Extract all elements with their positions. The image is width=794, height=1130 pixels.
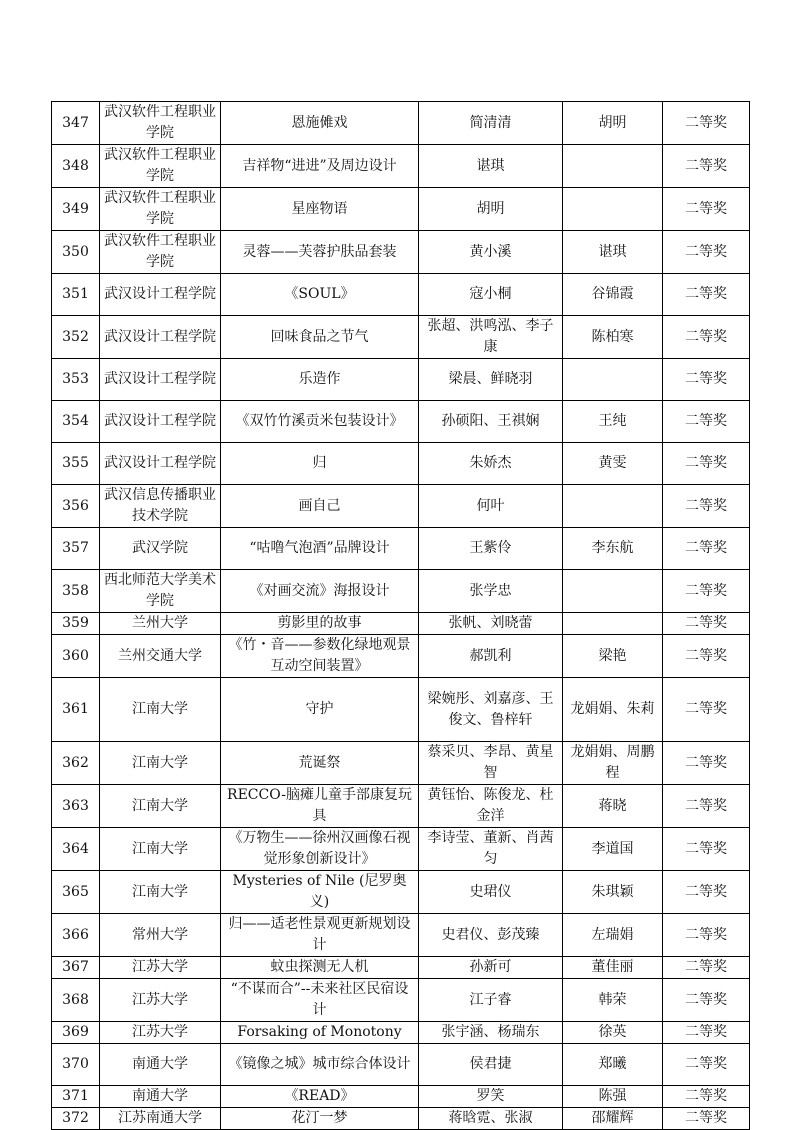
award-level: 二等奖: [663, 742, 750, 785]
work-title: 乐造作: [221, 359, 419, 401]
author-names: 张学忠: [419, 570, 563, 613]
school-name: 武汉设计工程学院: [100, 316, 221, 359]
advisor-name: 陈强: [563, 1086, 663, 1108]
advisor-name: 朱琪颖: [563, 871, 663, 914]
advisor-name: 左瑞娟: [563, 914, 663, 957]
advisor-name: 李东航: [563, 528, 663, 570]
work-title: 花汀一梦: [221, 1108, 419, 1130]
school-name: 武汉软件工程职业学院: [100, 145, 221, 188]
table-row: [52, 188, 750, 231]
work-title: 剪影里的故事: [221, 613, 419, 635]
advisor-name: 徐英: [563, 1022, 663, 1044]
table-row: [52, 828, 750, 871]
table-row: [52, 443, 750, 485]
row-number: 362: [52, 742, 100, 785]
school-name: 武汉设计工程学院: [100, 401, 221, 443]
row-number: 353: [52, 359, 100, 401]
row-number: 367: [52, 957, 100, 979]
author-names: 孙硕阳、王祺娴: [419, 401, 563, 443]
table-row: [52, 570, 750, 613]
school-name: 江苏大学: [100, 957, 221, 979]
award-level: 二等奖: [663, 528, 750, 570]
award-level: 二等奖: [663, 678, 750, 742]
work-title: 恩施傩戏: [221, 102, 419, 145]
school-name: 武汉软件工程职业学院: [100, 188, 221, 231]
advisor-name: 黄雯: [563, 443, 663, 485]
row-number: 355: [52, 443, 100, 485]
award-level: 二等奖: [663, 274, 750, 316]
author-names: 史珺仪: [419, 871, 563, 914]
award-level: 二等奖: [663, 979, 750, 1022]
table-row: [52, 871, 750, 914]
author-names: 王紫伶: [419, 528, 563, 570]
author-names: 寇小桐: [419, 274, 563, 316]
author-names: 梁晨、鲜晓羽: [419, 359, 563, 401]
work-title: RECCO-脑瘫儿童手部康复玩具: [221, 785, 419, 828]
row-number: 370: [52, 1044, 100, 1086]
award-level: 二等奖: [663, 570, 750, 613]
advisor-name: [563, 570, 663, 613]
row-number: 352: [52, 316, 100, 359]
table-row: [52, 401, 750, 443]
author-names: 孙新可: [419, 957, 563, 979]
work-title: 《竹・音——参数化绿地观景互动空间装置》: [221, 635, 419, 678]
table-row: [52, 1022, 750, 1044]
advisor-name: [563, 145, 663, 188]
school-name: 西北师范大学美术学院: [100, 570, 221, 613]
school-name: 南通大学: [100, 1086, 221, 1108]
school-name: 江南大学: [100, 742, 221, 785]
award-level: 二等奖: [663, 914, 750, 957]
work-title: Forsaking of Monotony: [221, 1022, 419, 1044]
school-name: 武汉软件工程职业学院: [100, 231, 221, 274]
work-title: 星座物语: [221, 188, 419, 231]
advisor-name: 谷锦霞: [563, 274, 663, 316]
row-number: 363: [52, 785, 100, 828]
advisor-name: 梁艳: [563, 635, 663, 678]
advisor-name: 龙娟娟、朱莉: [563, 678, 663, 742]
advisor-name: [563, 359, 663, 401]
author-names: 谌琪: [419, 145, 563, 188]
advisor-name: 谌琪: [563, 231, 663, 274]
award-level: 二等奖: [663, 1086, 750, 1108]
award-list-table: [51, 101, 750, 1130]
award-level: 二等奖: [663, 443, 750, 485]
row-number: 361: [52, 678, 100, 742]
school-name: 江苏大学: [100, 1022, 221, 1044]
table-row: [52, 979, 750, 1022]
advisor-name: 王纯: [563, 401, 663, 443]
award-level: 二等奖: [663, 1108, 750, 1130]
row-number: 354: [52, 401, 100, 443]
author-names: 何叶: [419, 485, 563, 528]
advisor-name: 龙娟娟、周鹏程: [563, 742, 663, 785]
row-number: 371: [52, 1086, 100, 1108]
work-title: 画自己: [221, 485, 419, 528]
award-level: 二等奖: [663, 1022, 750, 1044]
advisor-name: 陈柏寒: [563, 316, 663, 359]
award-level: 二等奖: [663, 613, 750, 635]
school-name: 武汉学院: [100, 528, 221, 570]
author-names: 江子睿: [419, 979, 563, 1022]
award-level: 二等奖: [663, 957, 750, 979]
work-title: 《SOUL》: [221, 274, 419, 316]
advisor-name: 蒋晓: [563, 785, 663, 828]
table-row: [52, 528, 750, 570]
table-row: [52, 914, 750, 957]
author-names: 张宇涵、杨瑞东: [419, 1022, 563, 1044]
author-names: 郝凯利: [419, 635, 563, 678]
author-names: 梁婉彤、刘嘉彦、王俊文、鲁梓轩: [419, 678, 563, 742]
award-level: 二等奖: [663, 359, 750, 401]
school-name: 江南大学: [100, 828, 221, 871]
table-row: [52, 613, 750, 635]
work-title: “不谋而合”--未来社区民宿设计: [221, 979, 419, 1022]
table-row: [52, 102, 750, 145]
school-name: 江苏南通大学: [100, 1108, 221, 1130]
author-names: 简清清: [419, 102, 563, 145]
table-row: [52, 359, 750, 401]
award-level: 二等奖: [663, 188, 750, 231]
author-names: 张帆、刘晓蕾: [419, 613, 563, 635]
award-level: 二等奖: [663, 1044, 750, 1086]
work-title: 《对画交流》海报设计: [221, 570, 419, 613]
work-title: 回味食品之节气: [221, 316, 419, 359]
award-level: 二等奖: [663, 828, 750, 871]
work-title: 《镜像之城》城市综合体设计: [221, 1044, 419, 1086]
advisor-name: 董佳丽: [563, 957, 663, 979]
table-row: [52, 635, 750, 678]
school-name: 武汉设计工程学院: [100, 443, 221, 485]
row-number: 348: [52, 145, 100, 188]
award-level: 二等奖: [663, 316, 750, 359]
advisor-name: 李道国: [563, 828, 663, 871]
work-title: 守护: [221, 678, 419, 742]
row-number: 368: [52, 979, 100, 1022]
school-name: 武汉设计工程学院: [100, 274, 221, 316]
school-name: 兰州大学: [100, 613, 221, 635]
row-number: 358: [52, 570, 100, 613]
author-names: 史君仪、彭茂臻: [419, 914, 563, 957]
author-names: 蔡采贝、李昂、黄星智: [419, 742, 563, 785]
table-row: [52, 678, 750, 742]
author-names: 张超、洪鸣泓、李子康: [419, 316, 563, 359]
author-names: 罗笑: [419, 1086, 563, 1108]
school-name: 常州大学: [100, 914, 221, 957]
award-level: 二等奖: [663, 871, 750, 914]
work-title: “咕噜气泡酒”品牌设计: [221, 528, 419, 570]
award-level: 二等奖: [663, 635, 750, 678]
work-title: 《万物生——徐州汉画像石视觉形象创新设计》: [221, 828, 419, 871]
table-row: [52, 785, 750, 828]
row-number: 350: [52, 231, 100, 274]
table-row: [52, 231, 750, 274]
school-name: 武汉设计工程学院: [100, 359, 221, 401]
work-title: 《READ》: [221, 1086, 419, 1108]
row-number: 356: [52, 485, 100, 528]
school-name: 兰州交通大学: [100, 635, 221, 678]
table-row: [52, 145, 750, 188]
work-title: 吉祥物“进进”及周边设计: [221, 145, 419, 188]
school-name: 武汉软件工程职业学院: [100, 102, 221, 145]
work-title: 灵蓉——芙蓉护肤品套装: [221, 231, 419, 274]
award-list-body: [52, 102, 750, 1130]
award-level: 二等奖: [663, 102, 750, 145]
table-row: [52, 957, 750, 979]
school-name: 江南大学: [100, 871, 221, 914]
school-name: 江南大学: [100, 785, 221, 828]
author-names: 胡明: [419, 188, 563, 231]
award-level: 二等奖: [663, 485, 750, 528]
author-names: 李诗莹、董新、肖茜匀: [419, 828, 563, 871]
row-number: 369: [52, 1022, 100, 1044]
author-names: 黄小溪: [419, 231, 563, 274]
table-row: [52, 274, 750, 316]
row-number: 351: [52, 274, 100, 316]
row-number: 360: [52, 635, 100, 678]
school-name: 武汉信息传播职业技术学院: [100, 485, 221, 528]
author-names: 蒋晗霓、张淑: [419, 1108, 563, 1130]
advisor-name: [563, 485, 663, 528]
row-number: 366: [52, 914, 100, 957]
author-names: 朱娇杰: [419, 443, 563, 485]
row-number: 347: [52, 102, 100, 145]
table-row: [52, 742, 750, 785]
row-number: 365: [52, 871, 100, 914]
table-row: [52, 485, 750, 528]
row-number: 357: [52, 528, 100, 570]
table-row: [52, 1108, 750, 1130]
row-number: 364: [52, 828, 100, 871]
work-title: 蚊虫探测无人机: [221, 957, 419, 979]
work-title: 《双竹竹溪贡米包装设计》: [221, 401, 419, 443]
author-names: 黄钰怡、陈俊龙、杜金洋: [419, 785, 563, 828]
advisor-name: [563, 613, 663, 635]
advisor-name: [563, 188, 663, 231]
row-number: 359: [52, 613, 100, 635]
work-title: Mysteries of Nile (尼罗奥义): [221, 871, 419, 914]
table-row: [52, 316, 750, 359]
work-title: 荒诞祭: [221, 742, 419, 785]
school-name: 南通大学: [100, 1044, 221, 1086]
author-names: 侯君捷: [419, 1044, 563, 1086]
row-number: 372: [52, 1108, 100, 1130]
advisor-name: 胡明: [563, 102, 663, 145]
table-row: [52, 1086, 750, 1108]
advisor-name: 韩荣: [563, 979, 663, 1022]
advisor-name: 郑曦: [563, 1044, 663, 1086]
award-level: 二等奖: [663, 401, 750, 443]
row-number: 349: [52, 188, 100, 231]
award-level: 二等奖: [663, 145, 750, 188]
school-name: 江苏大学: [100, 979, 221, 1022]
school-name: 江南大学: [100, 678, 221, 742]
work-title: 归: [221, 443, 419, 485]
work-title: 归——适老性景观更新规划设计: [221, 914, 419, 957]
advisor-name: 邵耀辉: [563, 1108, 663, 1130]
award-level: 二等奖: [663, 785, 750, 828]
table-row: [52, 1044, 750, 1086]
award-level: 二等奖: [663, 231, 750, 274]
